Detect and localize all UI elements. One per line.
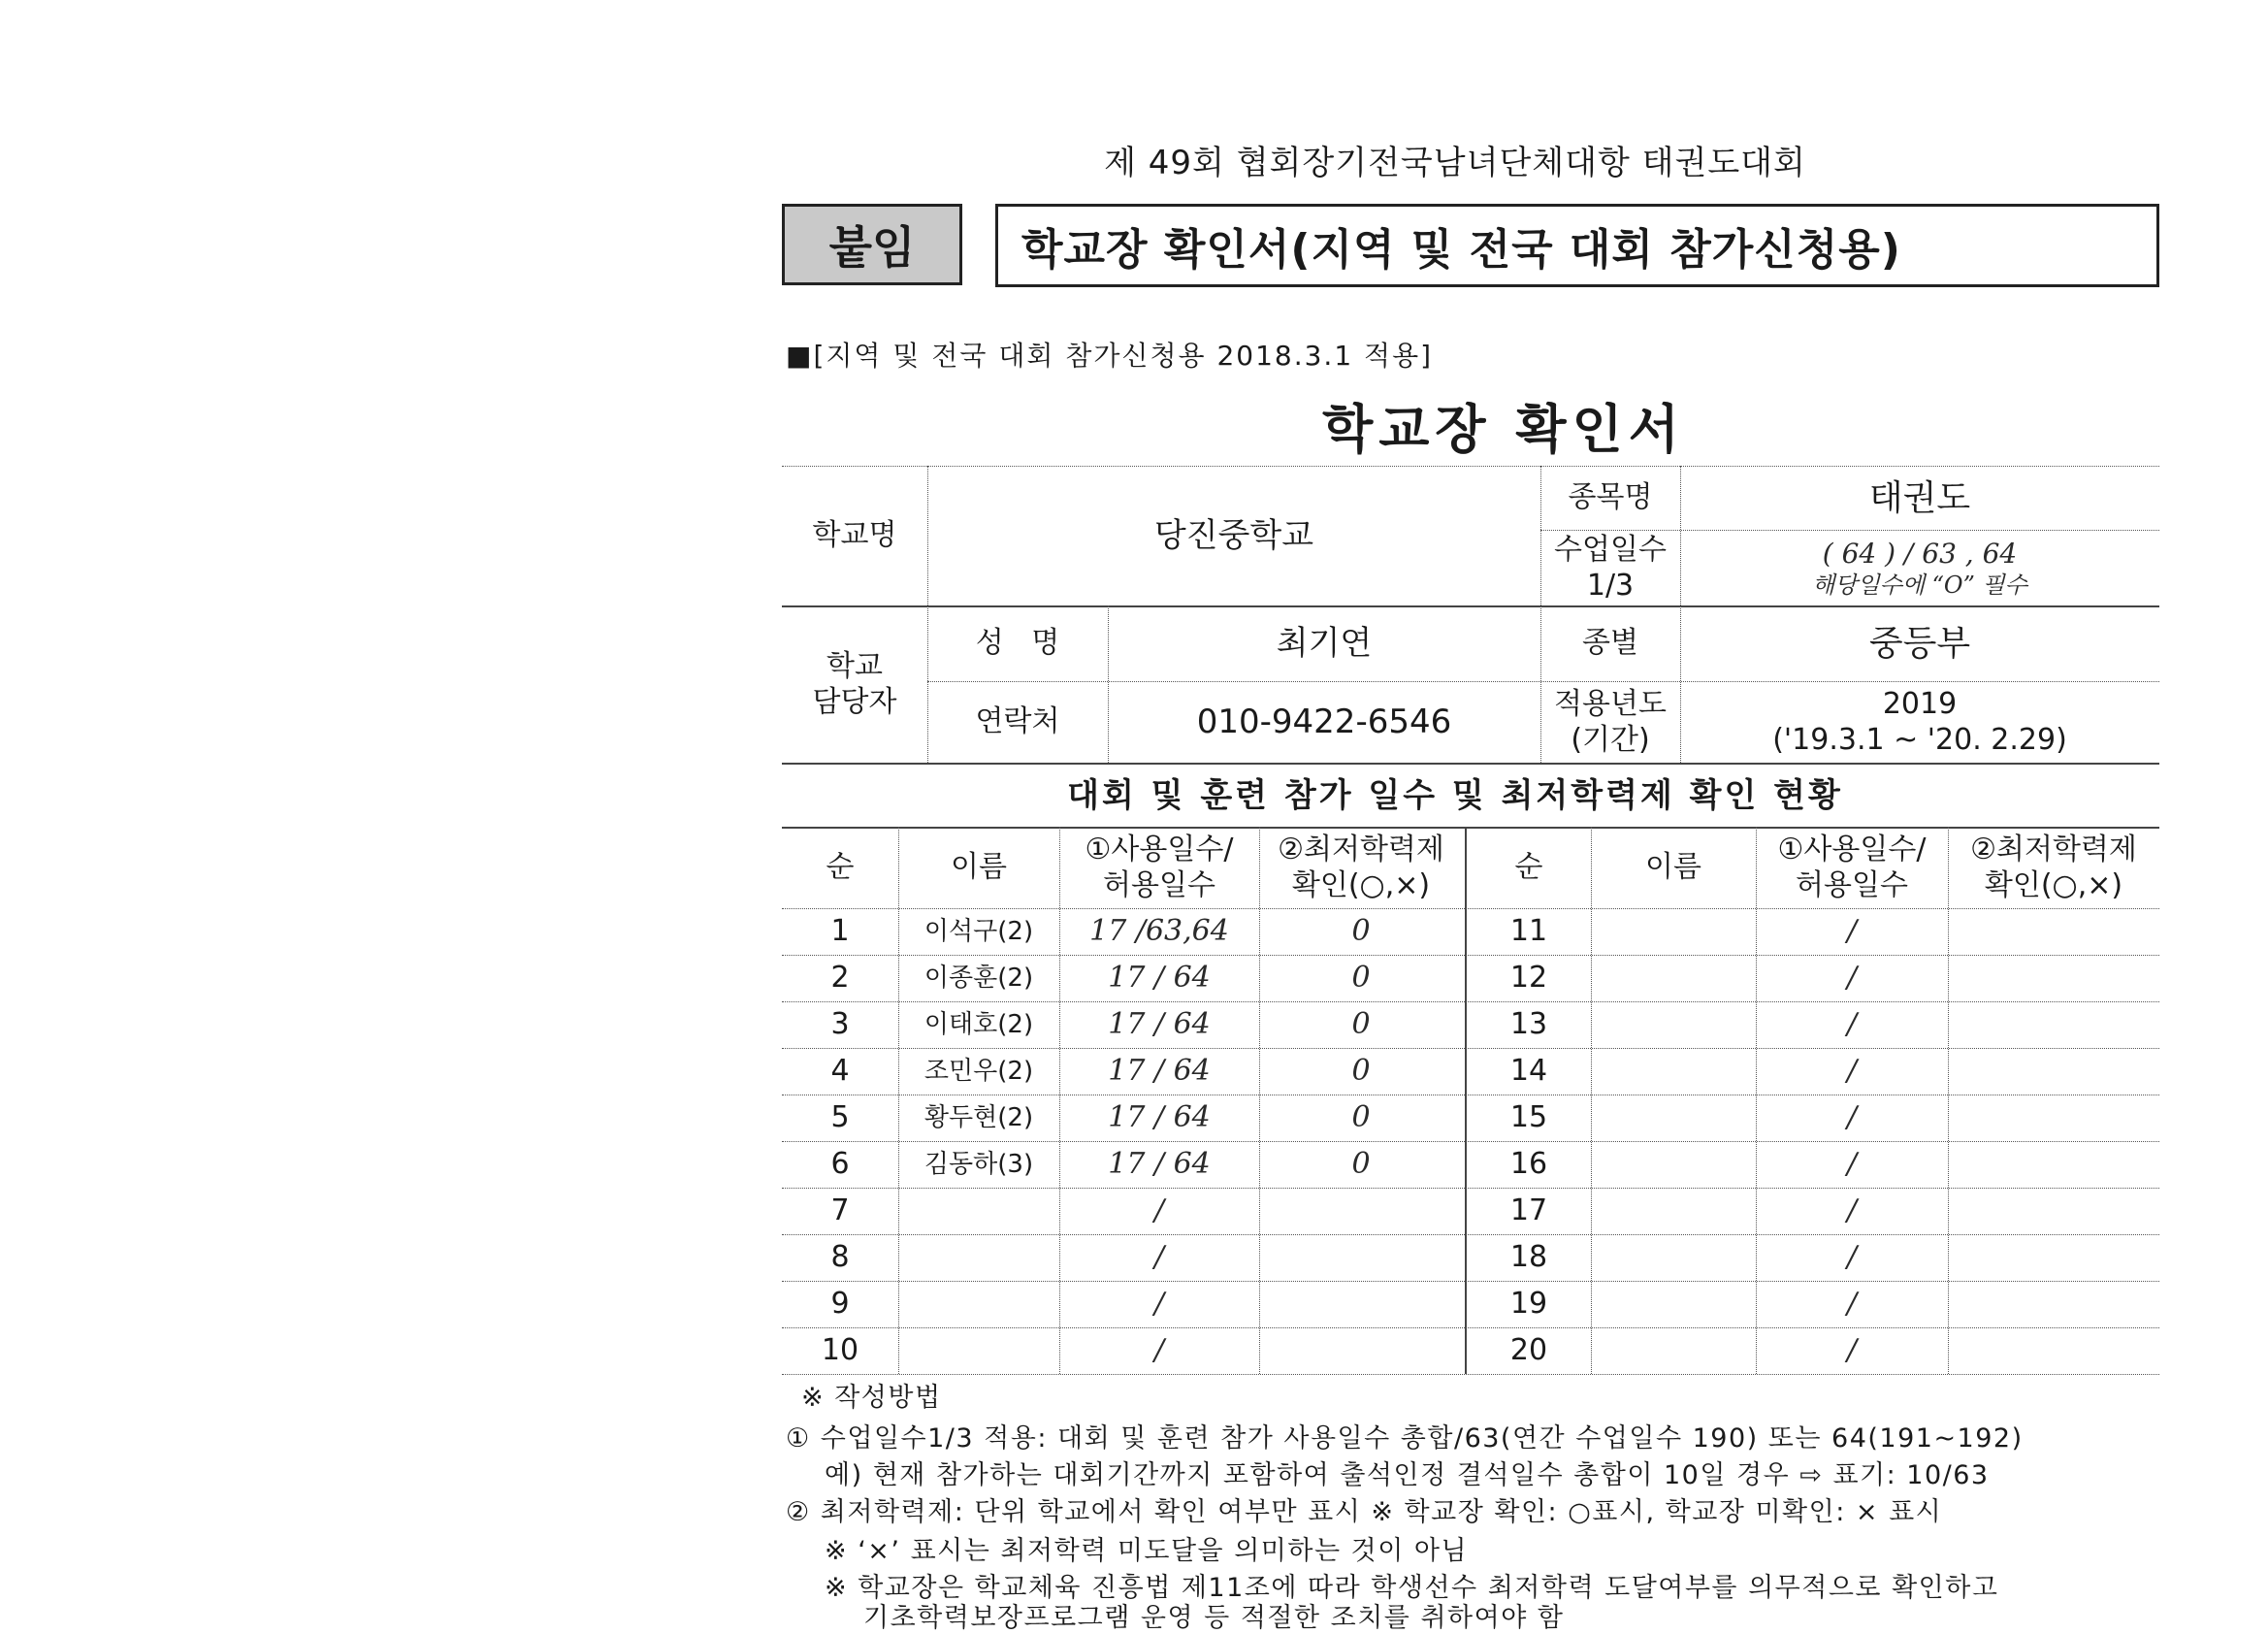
notes-line-4: ※ ‘×’ 표시는 최저학력 미도달을 의미하는 것이 아님 [825, 1536, 1469, 1566]
row-name [1591, 1234, 1756, 1281]
row-no: 5 [830, 1100, 850, 1135]
school-name-value: 당진중학교 [1153, 515, 1314, 555]
row-no: 10 [821, 1333, 859, 1368]
row-check: 0 [1351, 1100, 1371, 1135]
year-value [1680, 681, 2159, 763]
section-title: 대회 및 훈련 참가 일수 및 최저학력제 확인 현황 [1067, 776, 1843, 815]
row-check [1948, 1141, 2159, 1188]
row-no: 8 [830, 1240, 850, 1275]
row-check [1948, 955, 2159, 1001]
row-name [1591, 1141, 1756, 1188]
row-name [1591, 1281, 1756, 1327]
row-name [1591, 1001, 1756, 1048]
row-days: / [1846, 1333, 1858, 1368]
header-text: ①사용일수/ [1777, 832, 1927, 866]
row-check: 0 [1351, 1147, 1371, 1182]
row-days: / [1846, 1287, 1858, 1322]
row-days: 17 / 64 [1108, 1147, 1211, 1182]
row-name [898, 1327, 1059, 1374]
row-days: / [1846, 914, 1858, 949]
row-no: 19 [1509, 1287, 1548, 1322]
header-text: 확인(○,×) [1984, 868, 2123, 902]
notes-heading: ※ 작성방법 [801, 1383, 942, 1413]
row-no: 9 [830, 1287, 850, 1322]
row-name: 조민우(2) [923, 1056, 1034, 1086]
manager-label-2: 담당자 [812, 685, 897, 719]
row-no: 12 [1509, 961, 1548, 996]
manager-label-1: 학교 [826, 648, 883, 683]
row-check [1259, 1188, 1463, 1234]
document-title: 학교장 확인서(지역 및 전국 대회 참가신청용) [995, 204, 2159, 287]
row-check [1948, 1327, 2159, 1374]
row-days: / [1153, 1193, 1165, 1228]
notes-line-5: ※ 학교장은 학교체육 진흥법 제11조에 따라 학생선수 최저학력 도달여부를 의무적으로 확인하고 [825, 1573, 1999, 1603]
header-text: 허용일수 [1103, 868, 1215, 902]
notes-line-3: ② 최저학력제: 단위 학교에서 확인 여부만 표시 ※ 학교장 확인: ○표시, 학교장 미확인: × 표시 [786, 1497, 1943, 1527]
event-title: 제 49회 협회장기전국남녀단체대항 태권도대회 [1104, 144, 1806, 182]
header-text: 이름 [951, 850, 1007, 885]
row-check [1948, 1048, 2159, 1095]
row-check [1948, 1234, 2159, 1281]
row-name [1591, 1095, 1756, 1141]
row-no: 20 [1509, 1333, 1548, 1368]
row-days: / [1846, 1054, 1858, 1089]
header-text: 순 [826, 850, 855, 885]
row-no: 1 [830, 914, 850, 949]
row-days: / [1846, 1240, 1858, 1275]
row-days: / [1153, 1240, 1165, 1275]
year-label-2: (기간) [1571, 723, 1650, 757]
class-days-label-1: 수업일수 [1554, 532, 1667, 567]
header-text: 허용일수 [1796, 868, 1908, 902]
notes-line-2: 예) 현재 참가하는 대회기간까지 포함하여 출석인정 결석일수 총합이 10일 경우 ⇨ 표기: 10/63 [825, 1460, 1990, 1490]
row-check [1948, 1188, 2159, 1234]
person-name-value: 최기연 [1276, 623, 1373, 663]
row-check: 0 [1351, 1054, 1371, 1089]
row-days: / [1153, 1333, 1165, 1368]
row-no: 4 [830, 1054, 850, 1089]
row-name: 황두현(2) [923, 1102, 1034, 1132]
header-text: 확인(○,×) [1291, 868, 1431, 902]
class-days-label-2: 1/3 [1586, 569, 1635, 603]
row-days: 17 / 64 [1108, 961, 1211, 996]
row-no: 15 [1509, 1100, 1548, 1135]
header-text: 이름 [1645, 850, 1701, 885]
row-name: 이종훈(2) [923, 963, 1034, 993]
period: ('19.3.1 ~ '20. 2.29) [1772, 723, 2067, 757]
class-days-fraction: ( 64 ) / 63 , 64 [1822, 537, 2018, 570]
header-no [782, 827, 898, 908]
row-no: 11 [1509, 914, 1548, 949]
header-check [1948, 827, 2159, 908]
header-text: ①사용일수/ [1085, 832, 1234, 866]
row-days: / [1846, 961, 1858, 996]
row-name [1591, 1188, 1756, 1234]
row-name [898, 1234, 1059, 1281]
row-no: 16 [1509, 1147, 1548, 1182]
header-text: ②최저학력제 [1970, 832, 2137, 866]
row-no: 18 [1509, 1240, 1548, 1275]
header-text: 순 [1514, 850, 1543, 885]
row-days: 17 / 64 [1108, 1100, 1211, 1135]
row-check [1259, 1281, 1463, 1327]
form-note: ■[지역 및 전국 대회 참가신청용 2018.3.1 적용] [786, 340, 1434, 372]
row-check [1259, 1327, 1463, 1374]
notes-line-6: 기초학력보장프로그램 운영 등 적절한 조치를 취하여야 함 [863, 1603, 1565, 1633]
notes-line-1: ① 수업일수1/3 적용: 대회 및 훈련 참가 사용일수 총합/63(연간 수업일수 190) 또는 64(191~192) [786, 1423, 2024, 1454]
row-days: / [1846, 1007, 1858, 1042]
manager-label [782, 605, 927, 763]
row-check [1259, 1234, 1463, 1281]
row-no: 6 [830, 1147, 850, 1182]
header-days [1059, 827, 1259, 908]
row-name [898, 1281, 1059, 1327]
header-days [1756, 827, 1948, 908]
school-name-label: 학교명 [812, 518, 897, 553]
row-days: 17 / 64 [1108, 1007, 1211, 1042]
row-check: 0 [1351, 961, 1371, 996]
row-name [1591, 1327, 1756, 1374]
row-check [1948, 1281, 2159, 1327]
row-no: 14 [1509, 1054, 1548, 1089]
row-days: / [1153, 1287, 1165, 1322]
row-name: 이석구(2) [923, 916, 1034, 946]
division-value: 중등부 [1868, 623, 1971, 664]
contact-label: 연락처 [975, 704, 1060, 739]
attachment-label: 붙임 [782, 204, 962, 285]
row-no: 13 [1509, 1007, 1548, 1042]
row-days: / [1846, 1100, 1858, 1135]
row-name [898, 1188, 1059, 1234]
row-check [1948, 908, 2159, 955]
row-name [1591, 908, 1756, 955]
row-days: / [1846, 1193, 1858, 1228]
header-no [1467, 827, 1591, 908]
row-check [1948, 1095, 2159, 1141]
header-check [1259, 827, 1463, 908]
class-days-label [1540, 530, 1680, 605]
contact-value: 010-9422-6546 [1196, 702, 1452, 741]
class-days-note: 해당일수에 “O” 필수 [1812, 571, 2027, 599]
row-name: 이태호(2) [923, 1009, 1034, 1039]
row-name [1591, 955, 1756, 1001]
row-check: 0 [1351, 914, 1371, 949]
row-no: 17 [1509, 1193, 1548, 1228]
row-check [1948, 1001, 2159, 1048]
year: 2019 [1882, 686, 1958, 721]
class-days-value [1680, 530, 2159, 605]
person-name-label: 성 명 [975, 626, 1060, 661]
sport-value: 태권도 [1868, 477, 1971, 518]
header-name [898, 827, 1059, 908]
division-label: 종별 [1582, 626, 1638, 661]
sport-label: 종목명 [1568, 480, 1653, 515]
header-name [1591, 827, 1756, 908]
row-name: 김동하(3) [923, 1149, 1034, 1179]
row-days: 17 / 64 [1108, 1054, 1211, 1089]
row-days: 17 /63,64 [1089, 914, 1229, 949]
header-text: ②최저학력제 [1278, 832, 1444, 866]
row-no: 7 [830, 1193, 850, 1228]
row-no: 2 [830, 961, 850, 996]
row-days: / [1846, 1147, 1858, 1182]
row-check: 0 [1351, 1007, 1371, 1042]
form-heading: 학교장 확인서 [1322, 399, 1685, 460]
row-name [1591, 1048, 1756, 1095]
year-label [1540, 681, 1680, 763]
year-label-1: 적용년도 [1554, 686, 1667, 721]
row-no: 3 [830, 1007, 850, 1042]
